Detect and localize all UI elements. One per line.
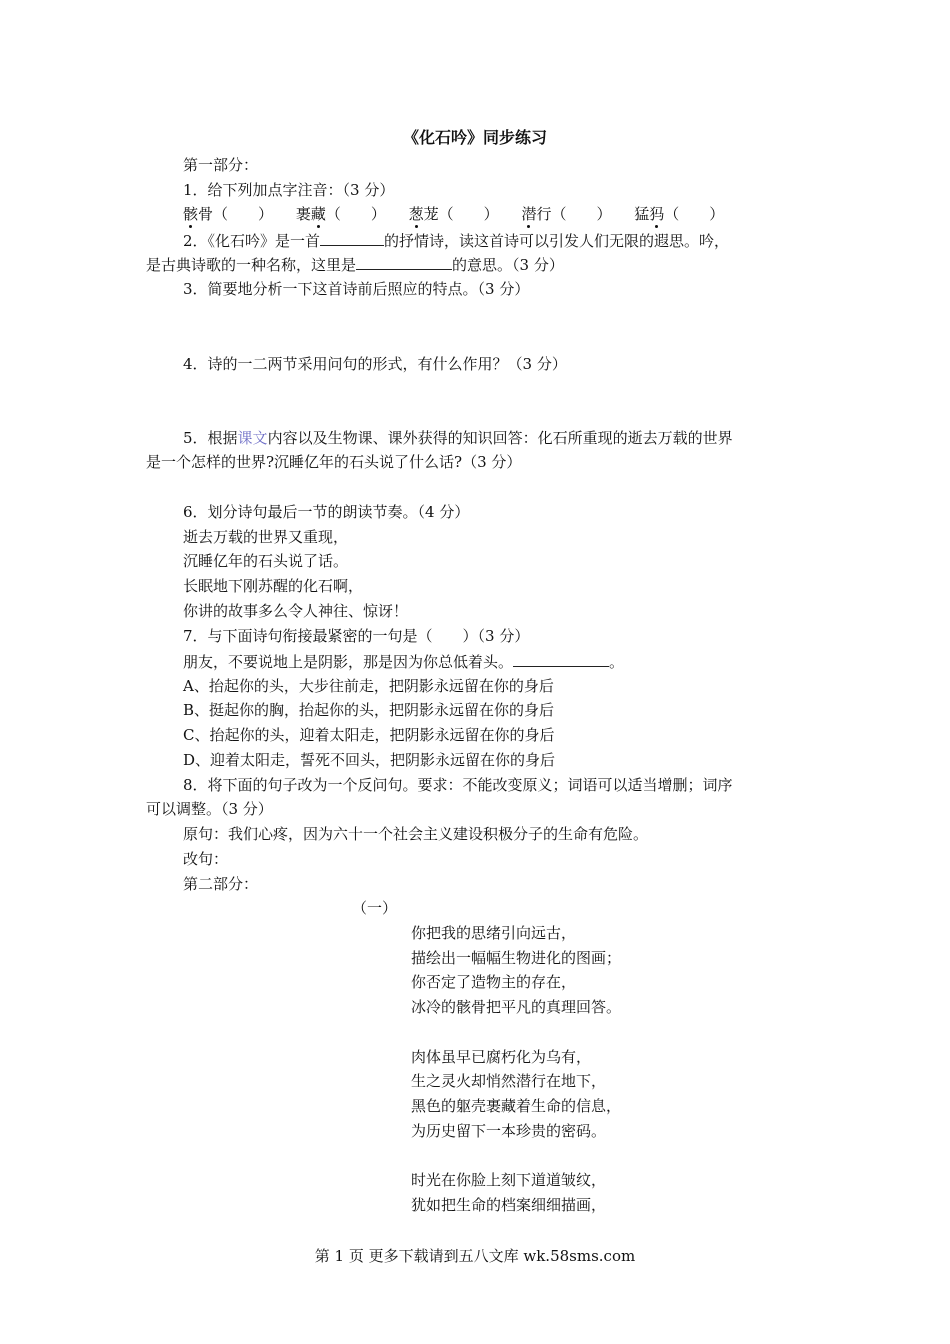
pinyin-item: 骸骨（ ） (183, 205, 274, 223)
answer-blank[interactable] (356, 254, 452, 270)
poem-line: 逝去万载的世界又重现， (183, 528, 349, 546)
question-2-line-2: 是古典诗歌的一种名称，这里是 的意思。（3 分） (146, 256, 564, 274)
question-3: 3．简要地分析一下这首诗前后照应的特点。（3 分） (183, 280, 530, 298)
text-link[interactable]: 课文 (237, 429, 268, 447)
pinyin-item: 猛犸（ ） (634, 205, 725, 223)
document-title: 《化石吟》同步练习 (402, 128, 547, 147)
question-5-line-2: 是一个怎样的世界?沉睡亿年的石头说了什么话?（3 分） (146, 453, 522, 471)
question-6: 6．划分诗句最后一节的朗读节奏。（4 分） (183, 503, 470, 521)
question-1: 1．给下列加点字注音：（3 分） (183, 181, 395, 199)
poem-line: 你讲的故事多么令人神往、惊讶！ (183, 602, 409, 620)
poem-line: 沉睡亿年的石头说了话。 (183, 552, 349, 570)
option-b: B、挺起你的胸，抬起你的头，把阴影永远留在你的身后 (183, 701, 555, 719)
option-c: C、抬起你的头，迎着太阳走，把阴影永远留在你的身后 (183, 726, 555, 744)
page-footer: 第 1 页 更多下载请到五八文库 wk.58sms.com (314, 1247, 636, 1265)
poem-line: 时光在你脸上刻下道道皱纹， (411, 1171, 607, 1189)
poem-line: 肉体虽早已腐朽化为乌有， (411, 1048, 592, 1066)
poem-line: 犹如把生命的档案细细描画， (411, 1196, 607, 1214)
section-number: （一） (352, 899, 398, 917)
poem-line: 描绘出一幅幅生物进化的图画； (411, 949, 622, 967)
poem-line: 为历史留下一本珍贵的密码。 (411, 1122, 607, 1140)
revised-sentence: 改句： (183, 850, 229, 868)
part2-heading: 第二部分： (183, 875, 259, 893)
poem-line: 长眠地下刚苏醒的化石啊， (183, 577, 364, 595)
answer-blank[interactable] (513, 651, 609, 667)
poem-line: 冰冷的骸骨把平凡的真理回答。 (411, 998, 622, 1016)
question-2-line-1: 2．《化石吟》是一首 的抒情诗，读这首诗可以引发人们无限的遐思。吟， (183, 232, 730, 250)
question-8-line-2: 可以调整。（3 分） (146, 800, 273, 818)
poem-line: 生之灵火却悄然潜行在地下， (411, 1072, 607, 1090)
pinyin-item: 潜行（ ） (521, 205, 612, 223)
question-7: 7．与下面诗句衔接最紧密的一句是（ ）（3 分） (183, 627, 530, 645)
answer-blank[interactable] (320, 230, 384, 246)
question-7-stem: 朋友，不要说地上是阴影，那是因为你总低着头。 。 (183, 653, 625, 671)
poem-line: 你否定了造物主的存在， (411, 973, 577, 991)
pinyin-item: 葱茏（ ） (408, 205, 499, 223)
question-4: 4．诗的一二两节采用问句的形式，有什么作用？（3 分） (183, 355, 567, 373)
question-8-line-1: 8．将下面的句子改为一个反问句。要求：不能改变原义；词语可以适当增删；词序 (183, 776, 733, 794)
option-a: A、抬起你的头，大步往前走，把阴影永远留在你的身后 (183, 677, 554, 695)
pinyin-items (183, 204, 742, 224)
poem-line: 黑色的躯壳裹藏着生命的信息， (411, 1097, 622, 1115)
option-d: D、迎着太阳走，誓死不回头，把阴影永远留在你的身后 (183, 751, 556, 769)
poem-line: 你把我的思绪引向远古， (411, 924, 577, 942)
original-sentence: 原句：我们心疼，因为六十一个社会主义建设积极分子的生命有危险。 (183, 825, 649, 843)
part1-heading: 第一部分： (183, 156, 259, 174)
question-5-line-1: 5．根据课文内容以及生物课、课外获得的知识回答：化石所重现的逝去万载的世界 (183, 429, 733, 447)
pinyin-item: 裹藏（ ） (295, 205, 386, 223)
